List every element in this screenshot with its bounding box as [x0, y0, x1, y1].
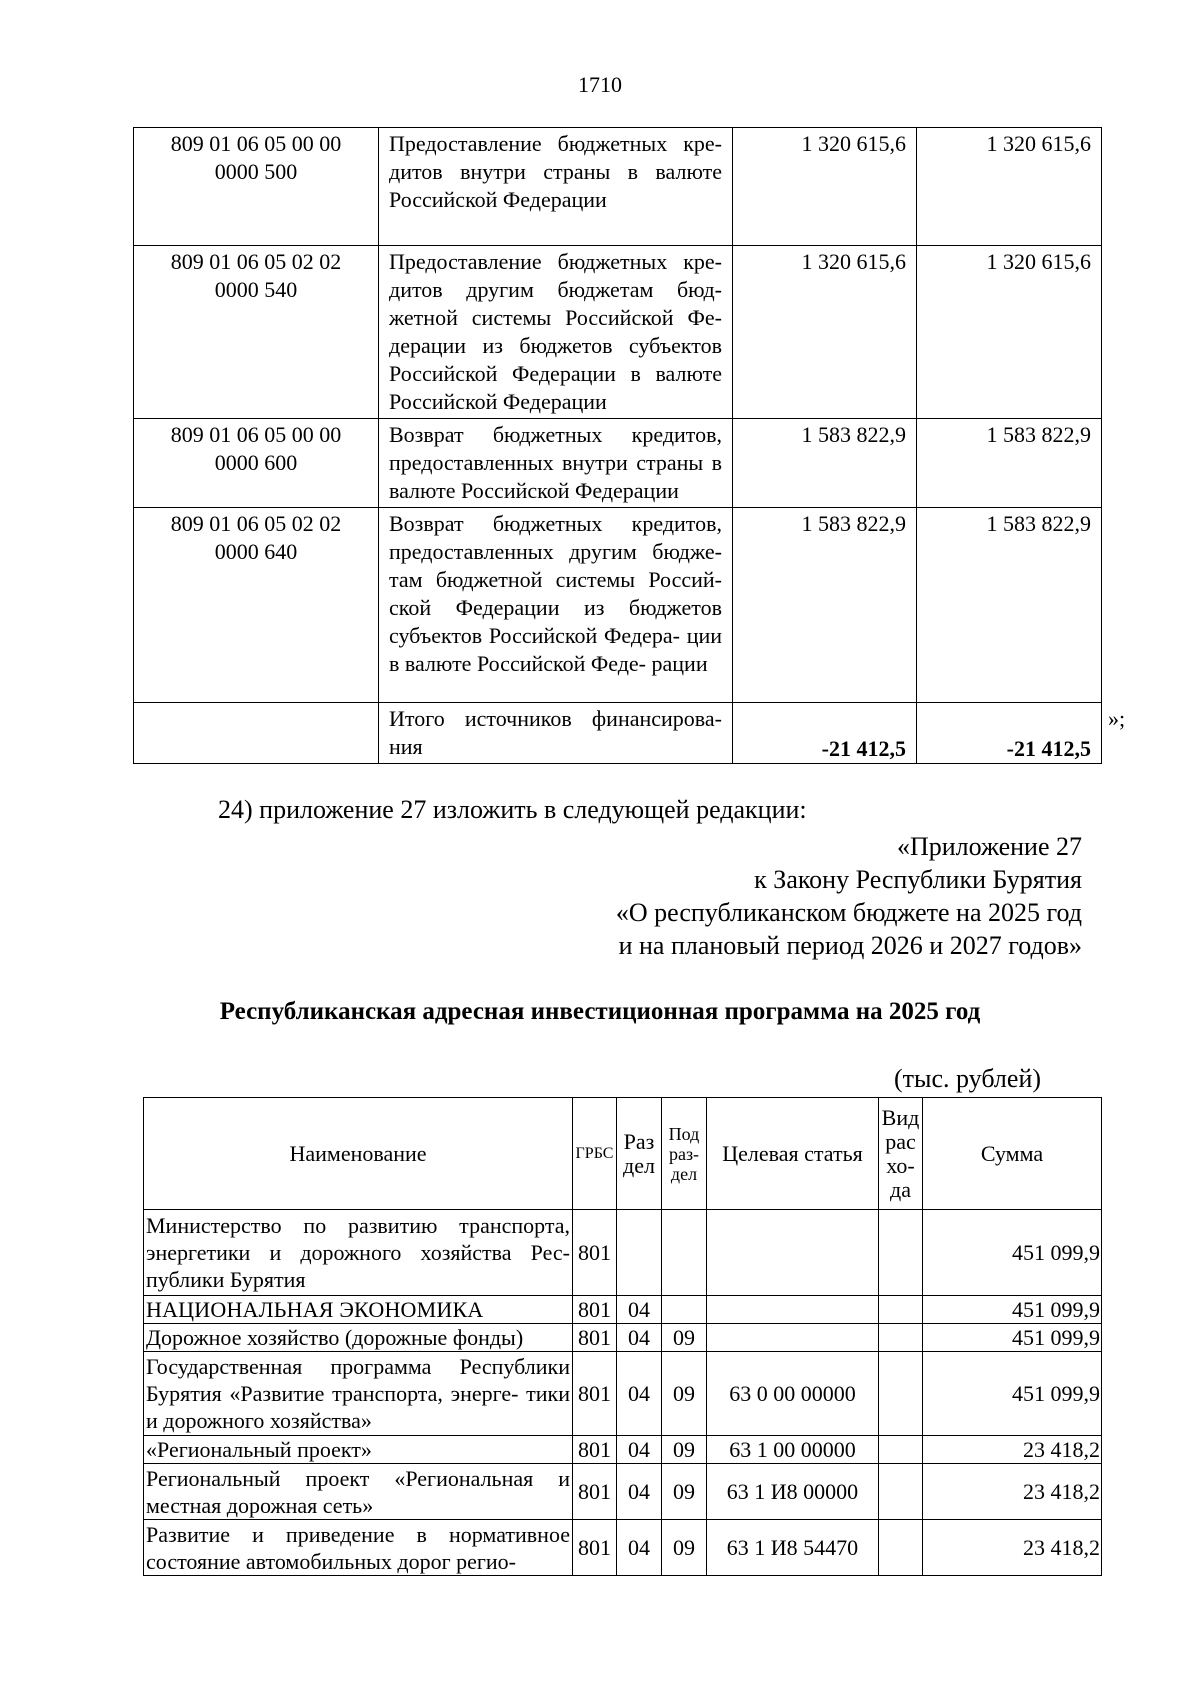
value-cell: 1 583 822,9: [733, 419, 917, 508]
code-cell: 809 01 06 05 02 02 0000 640: [134, 508, 379, 703]
expense-type-cell: [879, 1210, 923, 1296]
table-row: [134, 128, 1102, 246]
sum-cell: 451 099,9: [923, 1352, 1102, 1436]
target-cell: 63 1 И8 00000: [707, 1464, 879, 1520]
table-row: [134, 246, 1102, 419]
grbs-cell: 801: [573, 1436, 617, 1464]
row-name: Министерство по развитию транспорта, энергетики и дорожного хозяйства Рес- публики Бурятия: [144, 1210, 573, 1296]
closing-quote-mark: »;: [1108, 706, 1126, 731]
sum-cell: 451 099,9: [923, 1296, 1102, 1324]
description-cell: Возврат бюджетных кредитов, предоставленных другим бюдже- там бюджетной системы Россий- ской Федерации из бюджетов субъектов Российской Федера- ции в валюте Российской Феде- рации: [379, 508, 733, 703]
target-cell: 63 1 00 00000: [707, 1436, 879, 1464]
units-label: (тыс. рублей): [894, 1064, 1042, 1093]
total-value: -21 412,5: [733, 703, 917, 764]
total-value: -21 412,5: [917, 703, 1102, 764]
row-name: «Региональный проект»: [144, 1436, 573, 1464]
expense-type-cell: [879, 1520, 923, 1576]
header-target-article: Целевая статья: [707, 1098, 879, 1210]
code-cell: 809 01 06 05 00 00 0000 500: [134, 128, 379, 246]
value-cell: 1 583 822,9: [917, 508, 1102, 703]
razdel-cell: [617, 1210, 662, 1296]
header-podrazdel: Под раз- дел: [662, 1098, 707, 1210]
annex-header: «Приложение 27 к Закону Республики Бурятия «О республиканском бюджете на 2025 год и на плановый период 2026 и 2027 годов»: [615, 832, 1082, 960]
table-row: [144, 1352, 1102, 1436]
razdel-cell: 04: [617, 1296, 662, 1324]
row-name: Региональный проект «Региональная и местная дорожная сеть»: [144, 1464, 573, 1520]
table-row: [144, 1296, 1102, 1324]
razdel-cell: 04: [617, 1464, 662, 1520]
value-cell: 1 320 615,6: [917, 128, 1102, 246]
razdel-cell: 04: [617, 1436, 662, 1464]
podrazdel-cell: 09: [662, 1464, 707, 1520]
target-cell: [707, 1324, 879, 1352]
header-name: Наименование: [144, 1098, 573, 1210]
code-cell: 809 01 06 05 00 00 0000 600: [134, 419, 379, 508]
podrazdel-cell: 09: [662, 1436, 707, 1464]
sum-cell: 451 099,9: [923, 1210, 1102, 1296]
grbs-cell: 801: [573, 1520, 617, 1576]
description-cell: Предоставление бюджетных кре- дитов внутри страны в валюте Российской Федерации: [379, 128, 733, 246]
table-row: [144, 1464, 1102, 1520]
razdel-cell: 04: [617, 1324, 662, 1352]
empty-cell: [134, 703, 379, 764]
table-row: [134, 508, 1102, 703]
financing-sources-table: [133, 127, 1102, 764]
target-cell: 63 0 00 00000: [707, 1352, 879, 1436]
grbs-cell: 801: [573, 1210, 617, 1296]
row-name: Государственная программа Республики Бурятия «Развитие транспорта, энерге- тики и дорожного хозяйства»: [144, 1352, 573, 1436]
value-cell: 1 320 615,6: [917, 246, 1102, 419]
header-expense-type: Вид рас хо- да: [879, 1098, 923, 1210]
value-cell: 1 583 822,9: [917, 419, 1102, 508]
document-title: Республиканская адресная инвестиционная программа на 2025 год: [219, 998, 981, 1025]
header-sum: Сумма: [923, 1098, 1102, 1210]
sum-cell: 23 418,2: [923, 1520, 1102, 1576]
amendment-item: 24) приложение 27 изложить в следующей редакции:: [218, 795, 807, 824]
expense-type-cell: [879, 1296, 923, 1324]
podrazdel-cell: 09: [662, 1324, 707, 1352]
podrazdel-cell: [662, 1296, 707, 1324]
code-cell: 809 01 06 05 02 02 0000 540: [134, 246, 379, 419]
razdel-cell: 04: [617, 1352, 662, 1436]
expense-type-cell: [879, 1464, 923, 1520]
table-row: [144, 1436, 1102, 1464]
row-name: Дорожное хозяйство (дорожные фонды): [144, 1324, 573, 1352]
target-cell: [707, 1296, 879, 1324]
table-row: [144, 1210, 1102, 1296]
header-row: [144, 1098, 1102, 1210]
razdel-cell: 04: [617, 1520, 662, 1576]
description-cell: Предоставление бюджетных кре- дитов другим бюджетам бюд- жетной системы Российской Фе- дерации из бюджетов субъектов Российской Федерации в валюте Российской Федерации: [379, 246, 733, 419]
grbs-cell: 801: [573, 1296, 617, 1324]
description-cell: Возврат бюджетных кредитов, предоставленных внутри страны в валюте Российской Федерации: [379, 419, 733, 508]
expense-type-cell: [879, 1436, 923, 1464]
table-row: [144, 1324, 1102, 1352]
table-row: [144, 1520, 1102, 1576]
sum-cell: 23 418,2: [923, 1436, 1102, 1464]
value-cell: 1 320 615,6: [733, 128, 917, 246]
total-label: Итого источников финансирова- ния: [379, 703, 733, 764]
page-number: 1710: [578, 72, 622, 97]
table-row: [134, 419, 1102, 508]
grbs-cell: 801: [573, 1324, 617, 1352]
expense-type-cell: [879, 1324, 923, 1352]
header-grbs: ГРБС: [573, 1098, 617, 1210]
header-razdel: Раз дел: [617, 1098, 662, 1210]
row-name: НАЦИОНАЛЬНАЯ ЭКОНОМИКА: [144, 1296, 573, 1324]
sum-cell: 451 099,9: [923, 1324, 1102, 1352]
target-cell: [707, 1210, 879, 1296]
investment-program-table: [143, 1097, 1102, 1576]
podrazdel-cell: 09: [662, 1352, 707, 1436]
target-cell: 63 1 И8 54470: [707, 1520, 879, 1576]
grbs-cell: 801: [573, 1464, 617, 1520]
podrazdel-cell: [662, 1210, 707, 1296]
row-name: Развитие и приведение в нормативное состояние автомобильных дорог регио-: [144, 1520, 573, 1576]
podrazdel-cell: 09: [662, 1520, 707, 1576]
total-row: [134, 703, 1102, 764]
expense-type-cell: [879, 1352, 923, 1436]
value-cell: 1 320 615,6: [733, 246, 917, 419]
grbs-cell: 801: [573, 1352, 617, 1436]
value-cell: 1 583 822,9: [733, 508, 917, 703]
sum-cell: 23 418,2: [923, 1464, 1102, 1520]
